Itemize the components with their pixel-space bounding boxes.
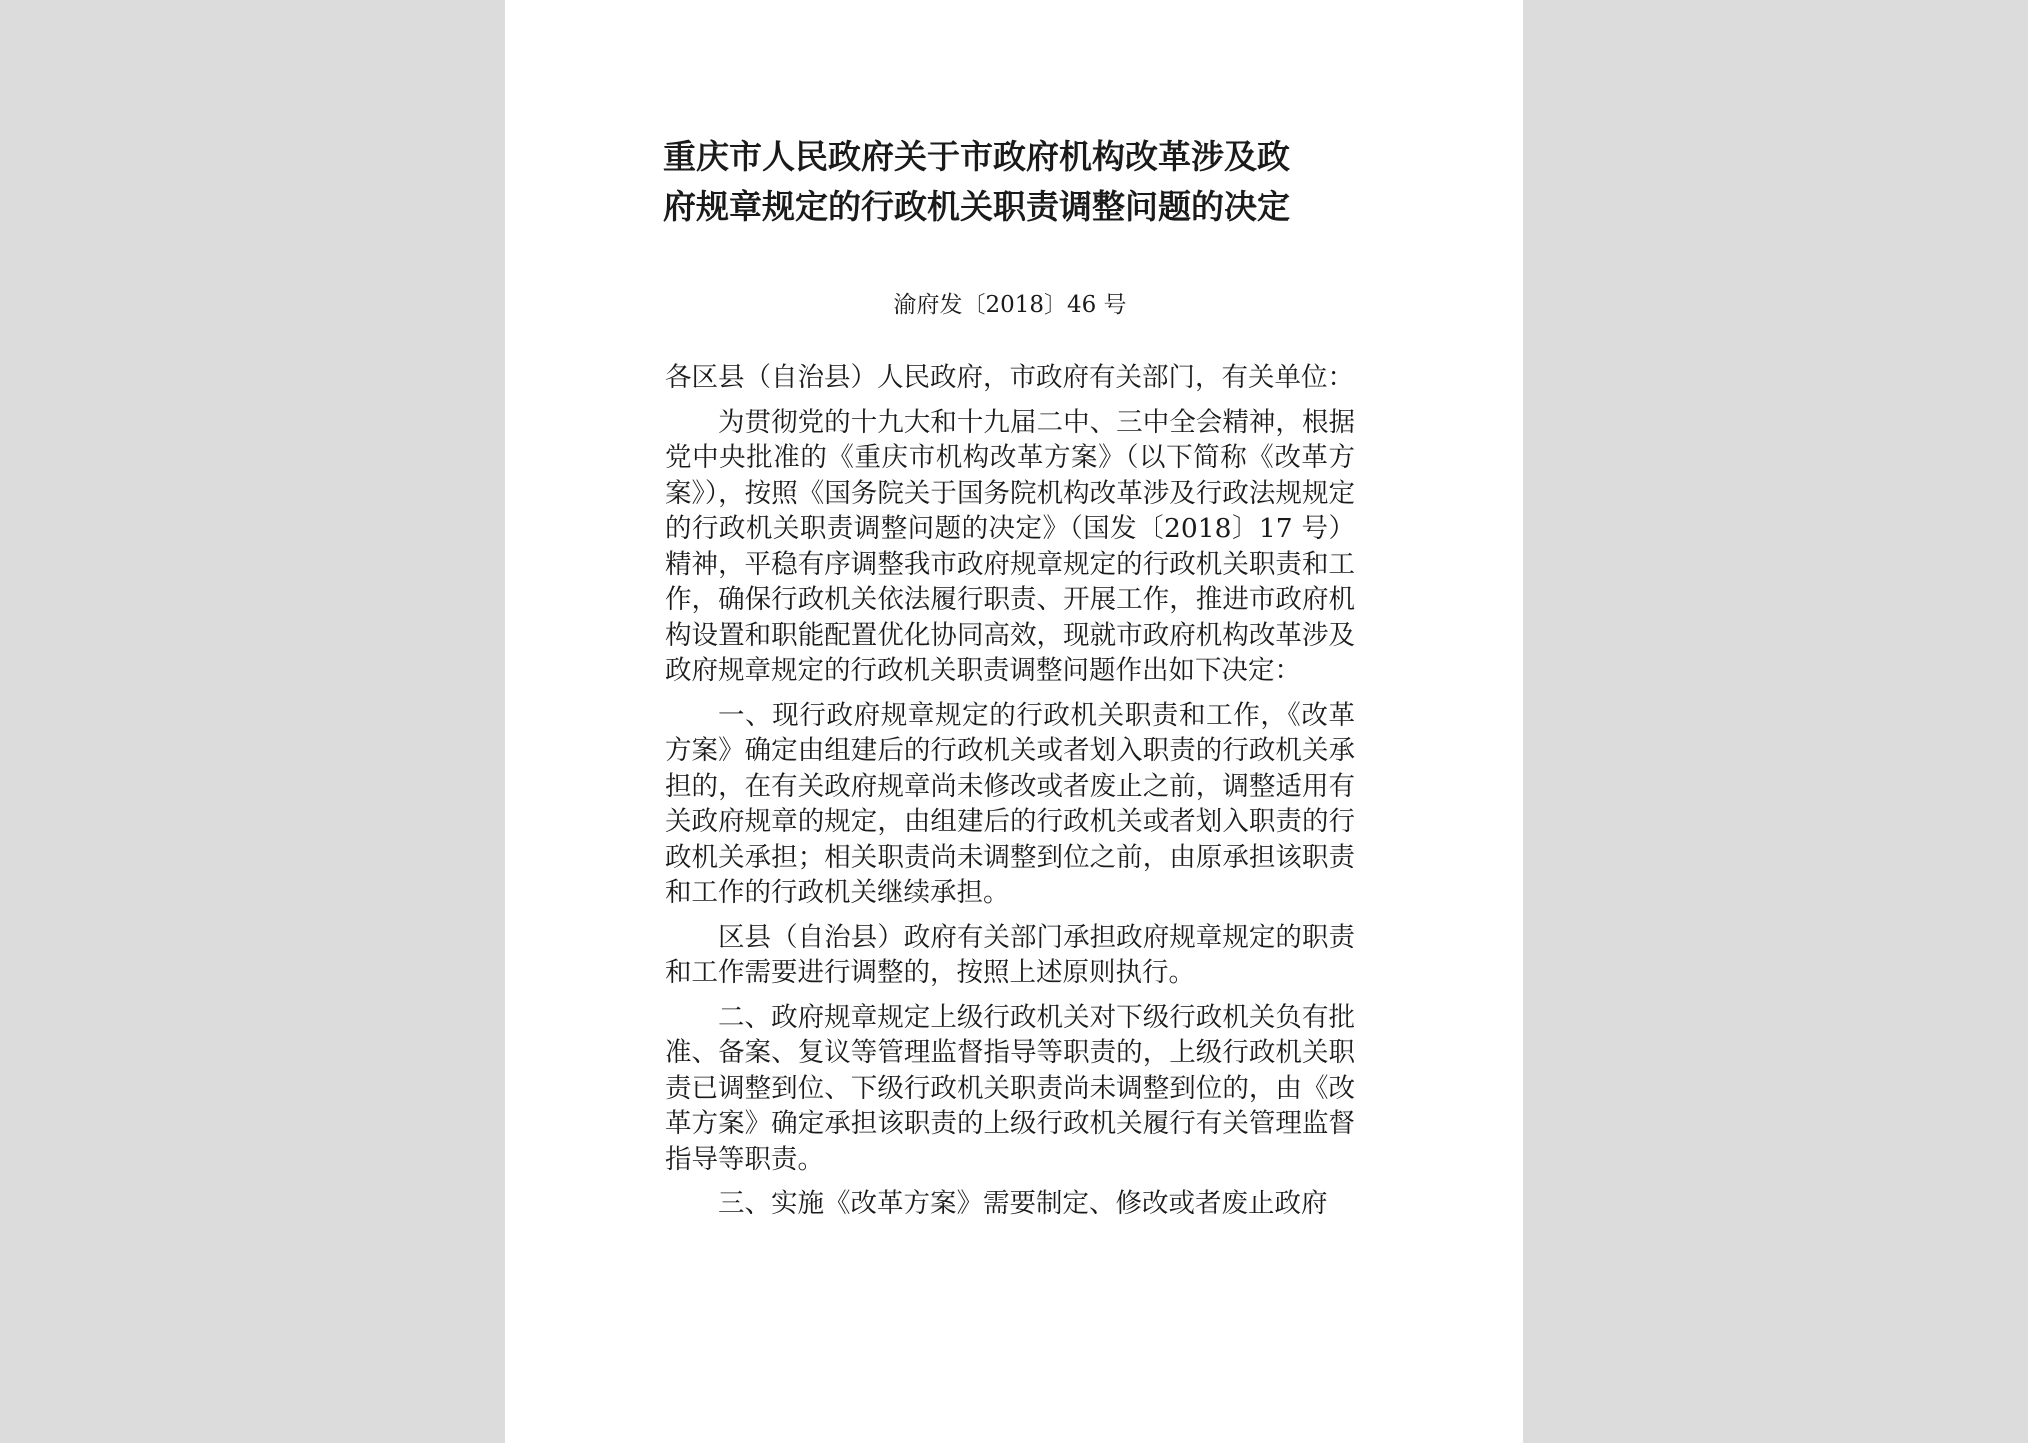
title-line-1: 重庆市人民政府关于市政府机构改革涉及政 (663, 137, 1290, 176)
paragraph-item-1-district: 区县（自治县）政府有关部门承担政府规章规定的职责和工作需要进行调整的，按照上述原则执行。 (665, 921, 1355, 988)
paragraph-item-1: 一、现行政府规章规定的行政机关职责和工作，《改革方案》确定由组建后的行政机关或者划入职责的行政机关承担的，在有关政府规章尚未修改或者废止之前，调整适用有关政府规章的规定，由组建后的行政机关或者划入职责的行政机关承担；相关职责尚未调整到位之前，由原承担该职责和工作的行政机关继续承担。 (665, 699, 1355, 908)
salutation: 各区县（自治县）人民政府，市政府有关部门，有关单位： (665, 362, 1354, 393)
title-line-2: 府规章规定的行政机关职责调整问题的决定 (663, 187, 1290, 226)
paragraph-item-2: 二、政府规章规定上级行政机关对下级行政机关负有批准、备案、复议等管理监督指导等职责的，上级行政机关职责已调整到位、下级行政机关职责尚未调整到位的，由《改革方案》确定承担该职责的上级行政机关履行有关管理监督指导等职责。 (665, 1001, 1355, 1175)
document-number: 渝府发〔2018〕46 号 (893, 292, 1127, 318)
paragraph-item-3: 三、实施《改革方案》需要制定、修改或者废止政府 (718, 1188, 1328, 1219)
document-title (663, 132, 1357, 232)
paragraph-preamble: 为贯彻党的十九大和十九届二中、三中全会精神，根据党中央批准的《重庆市机构改革方案》（以下简称《改革方案》），按照《国务院关于国务院机构改革涉及行政法规规定的行政机关职责调整问题的决定》（国发〔2018〕17 号）精神，平稳有序调整我市政府规章规定的行政机关职责和工作，确保行政机关依法履行职责、开展工作，推进市政府机构设置和职能配置优化协同高效，现就市政府机构改革涉及政府规章规定的行政机关职责调整问题作出如下决定： (665, 406, 1355, 686)
document-page (505, 0, 1523, 1443)
document-body (665, 360, 1355, 1231)
